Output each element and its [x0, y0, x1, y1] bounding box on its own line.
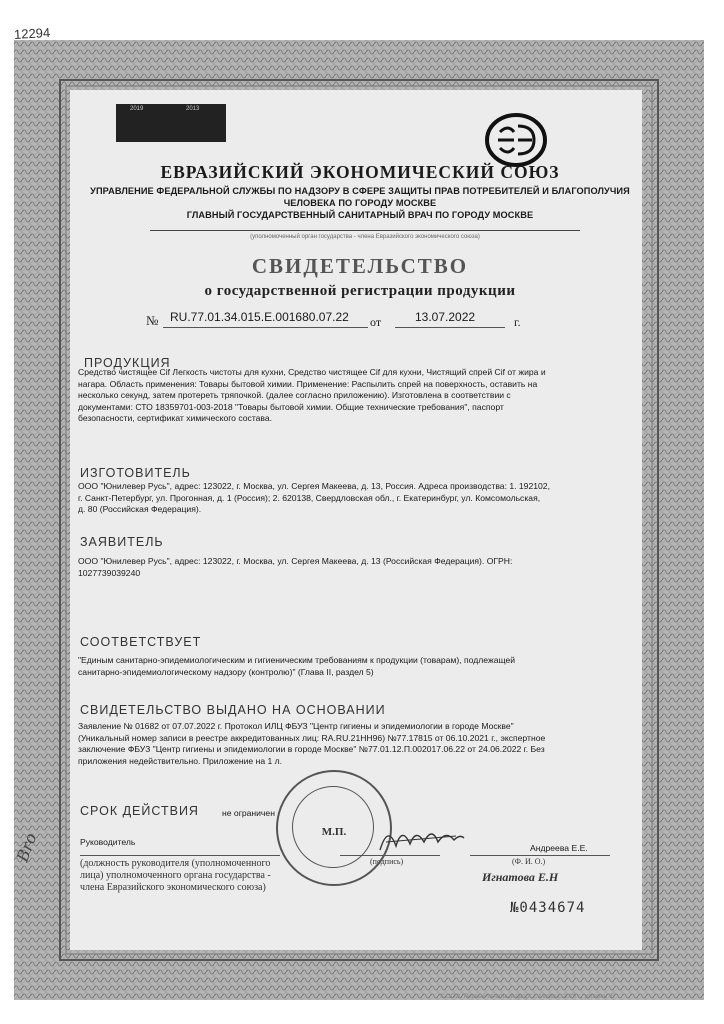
stamp-center-text: М.П. — [321, 826, 347, 838]
text-line: (Уникальный номер записи в реестре аккредитованных лиц: RA.RU.21НН96) №77.17815 от 06.10.2021 г., экспертное — [78, 732, 546, 743]
text-line: документами: СТО 18359701-003-2018 "Товары бытовой химии. Общие технические требования", паспорт — [78, 401, 504, 412]
fio-line — [470, 855, 610, 856]
conforms-heading: СООТВЕТСТВУЕТ — [80, 635, 202, 649]
conforms-text — [78, 655, 618, 678]
handwritten-number: 12294 — [13, 25, 51, 42]
dept-line-1: УПРАВЛЕНИЕ ФЕДЕРАЛЬНОЙ СЛУЖБЫ ПО НАДЗОРУ В СФЕРЕ ЗАЩИТЫ ПРАВ ПОТРЕБИТЕЛЕЙ И БЛАГОПОЛУЧИЯ — [90, 186, 630, 196]
basis-text — [78, 721, 623, 767]
number-label: № — [146, 313, 159, 328]
dept-line-3: ГЛАВНЫЙ ГОСУДАРСТВЕННЫЙ САНИТАРНЫЙ ВРАЧ ПО ГОРОДУ МОСКВЕ — [186, 210, 534, 220]
signer-role: Руководитель — [80, 837, 136, 847]
text-line: приложения недействительно. Приложение на 1 л. — [78, 755, 283, 766]
sanitary-logo-icon — [484, 112, 548, 168]
certificate-title: СВИДЕТЕЛЬСТВО — [251, 254, 469, 278]
text-line: безопасности, сертификат химического состава. — [78, 413, 273, 423]
position-caption: (должность руководителя (уполномоченного лица) уполномоченного органа государства - члена Евразийского экономического союза) — [80, 858, 271, 893]
redacted-stamp: 2019 2013 — [116, 104, 226, 142]
text-line: несколько секунд, затем протереть тряпочкой. (далее согласно приложению). Изготовлена в соответствии с — [78, 390, 511, 400]
date-underline — [395, 327, 505, 328]
union-title: ЕВРАЗИЙСКИЙ ЭКОНОМИЧЕСКИЙ СОЮЗ — [160, 162, 560, 182]
divider — [150, 230, 580, 231]
printer-imprint: © ООО "Первый печатный двор", г. Москва, 2020 г., уровень "Б" — [440, 994, 617, 1000]
text-line: "Единым санитарно-эпидемиологическим и гигиеническим требованиям к продукции (товарам), подлежащей — [78, 655, 516, 665]
authority-caption: (уполномоченный орган государства - члена Евразийского экономического союза) — [250, 234, 480, 240]
text-line: нагара. Область применения: Товары бытовой химии. Применение: Распылить спрей на поверхность, оставить на — [78, 378, 538, 389]
text-line: санитарно-эпидемиологическому надзору (контролю)" (Глава II, раздел 5) — [78, 666, 374, 677]
position-line — [80, 855, 280, 856]
fio-caption: (Ф. И. О.) — [512, 857, 546, 866]
manufacturer-heading: ИЗГОТОВИТЕЛЬ — [80, 466, 191, 480]
number-underline — [163, 327, 368, 328]
manufacturer-text — [78, 481, 618, 516]
text-line: ООО "Юнилевер Русь", адрес: 123022, г. Москва, ул. Сергея Макеева, д. 13 (Российская Федерация). ОГРН: — [78, 556, 513, 566]
text-line: Средство чистящее Cif Легкость чистоты для кухни, Средство чистящее Cif для кухни, Чистящий спрей Cif от жира и — [78, 367, 546, 377]
text-line: д. 80 (Российская Федерация). — [78, 504, 202, 514]
handwritten-signature-icon — [376, 820, 468, 860]
certificate-subtitle: о государственной регистрации продукции — [204, 283, 516, 299]
margin-handwriting: Bro — [12, 830, 41, 865]
date-from-label: от — [370, 315, 382, 329]
text-line: 1027739039240 — [78, 567, 141, 578]
blank-serial-number: №0434674 — [510, 900, 586, 916]
text-line: ООО "Юнилевер Русь", адрес: 123022, г. Москва, ул. Сергея Макеева, д. 13, Россия. Адреса производства: 1. 192102, — [78, 481, 550, 491]
text-line: г. Санкт-Петербург, ул. Прогонная, д. 1 (Россия); 2. 620138, Свердловская обл., г. Екатеринбург, ул. Комсомольская, — [78, 492, 541, 503]
product-text — [78, 367, 618, 425]
applicant-text — [78, 556, 618, 579]
certificate-number: RU.77.01.34.015.Е.001680.07.22 — [170, 310, 349, 324]
validity-heading: СРОК ДЕЙСТВИЯ — [80, 804, 199, 818]
sign-caption: (подпись) — [370, 857, 404, 866]
signer-name: Андреева Е.Е. — [530, 843, 588, 853]
basis-heading: СВИДЕТЕЛЬСТВО ВЫДАНО НА ОСНОВАНИИ — [80, 703, 386, 717]
year-suffix: г. — [514, 315, 521, 329]
applicant-heading: ЗАЯВИТЕЛЬ — [80, 535, 164, 549]
validity-value: не ограничен — [222, 808, 275, 818]
stamped-name: Игнатова Е.Н — [482, 870, 559, 884]
product-heading: ПРОДУКЦИЯ — [84, 356, 171, 370]
text-line: Заявление № 01682 от 07.07.2022 г. Протокол ИЛЦ ФБУЗ "Центр гигиены и эпидемиологии в городе Москве" — [78, 721, 514, 731]
official-stamp — [276, 770, 392, 886]
text-line: заключение ФБУЗ "Центр гигиены и эпидемиологии в городе Москве" №77.01.12.П.002017.06.22 от 24.06.2022 г. Без — [78, 744, 545, 754]
dept-line-2: ЧЕЛОВЕКА ПО ГОРОДУ МОСКВЕ — [283, 198, 437, 208]
certificate-date: 13.07.2022 — [415, 310, 476, 324]
